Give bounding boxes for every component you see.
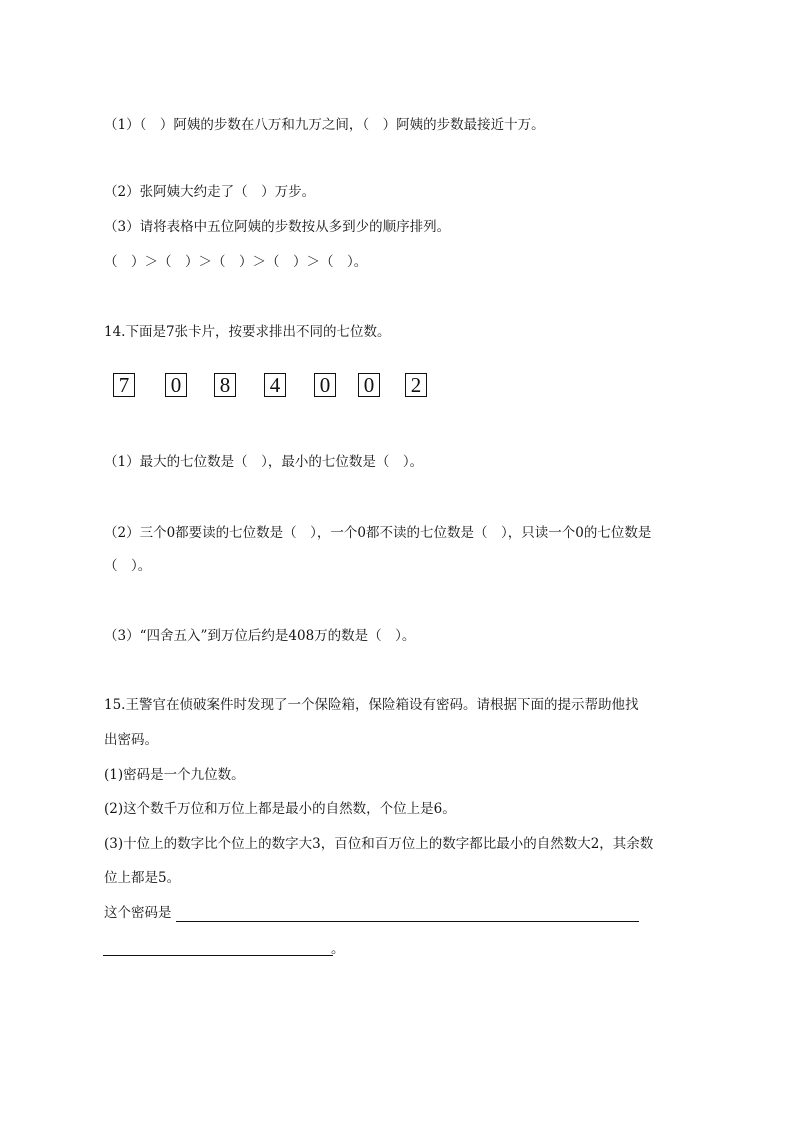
q15-answer-end: 。 bbox=[331, 941, 345, 957]
q14-part2-line2: （ ）。 bbox=[104, 558, 152, 574]
q14-part2-line1: （2）三个0都要读的七位数是（ ），一个0都不读的七位数是（ ），只读一个0的七位数是 bbox=[104, 525, 652, 541]
q13-part2: （2）张阿姨大约走了（ ）万步。 bbox=[104, 184, 316, 200]
q13-part3: （3）请将表格中五位阿姨的步数按从多到少的顺序排列。 bbox=[104, 219, 451, 235]
q13-part3-answer: （ ）＞（ ）＞（ ）＞（ ）＞（ ）。 bbox=[104, 254, 368, 270]
q13-part1: （1）（ ）阿姨的步数在八万和九万之间，（ ）阿姨的步数最接近十万。 bbox=[104, 117, 545, 133]
q15-title-line2: 出密码。 bbox=[104, 732, 158, 748]
q15-answer-label: 这个密码是 bbox=[104, 905, 172, 921]
q15-hint1: (1)密码是一个九位数。 bbox=[104, 767, 245, 783]
number-card: 0 bbox=[165, 373, 187, 397]
number-card: 2 bbox=[405, 373, 427, 397]
q14-part1: （1）最大的七位数是（ ），最小的七位数是（ ）。 bbox=[104, 454, 424, 470]
q15-hint2: (2)这个数千万位和万位上都是最小的自然数，个位上是6。 bbox=[104, 801, 456, 817]
answer-blank-line-2[interactable] bbox=[103, 955, 333, 956]
answer-blank-line-1[interactable] bbox=[176, 921, 639, 922]
q14-part3: （3）“四舍五入”到万位后约是408万的数是（ ）。 bbox=[104, 628, 416, 644]
q15-title-line1: 15.王警官在侦破案件时发现了一个保险箱，保险箱设有密码。请根据下面的提示帮助他找 bbox=[104, 697, 639, 713]
number-card: 8 bbox=[214, 373, 236, 397]
q15-hint3-line1: (3)十位上的数字比个位上的数字大3，百位和百万位上的数字都比最小的自然数大2，其余数 bbox=[104, 836, 654, 852]
number-card: 4 bbox=[264, 373, 286, 397]
number-card: 0 bbox=[314, 373, 336, 397]
q14-title: 14.下面是7张卡片，按要求排出不同的七位数。 bbox=[104, 324, 391, 340]
q15-hint3-line2: 位上都是5。 bbox=[104, 870, 181, 886]
number-card: 7 bbox=[113, 373, 135, 397]
number-card: 0 bbox=[358, 373, 380, 397]
